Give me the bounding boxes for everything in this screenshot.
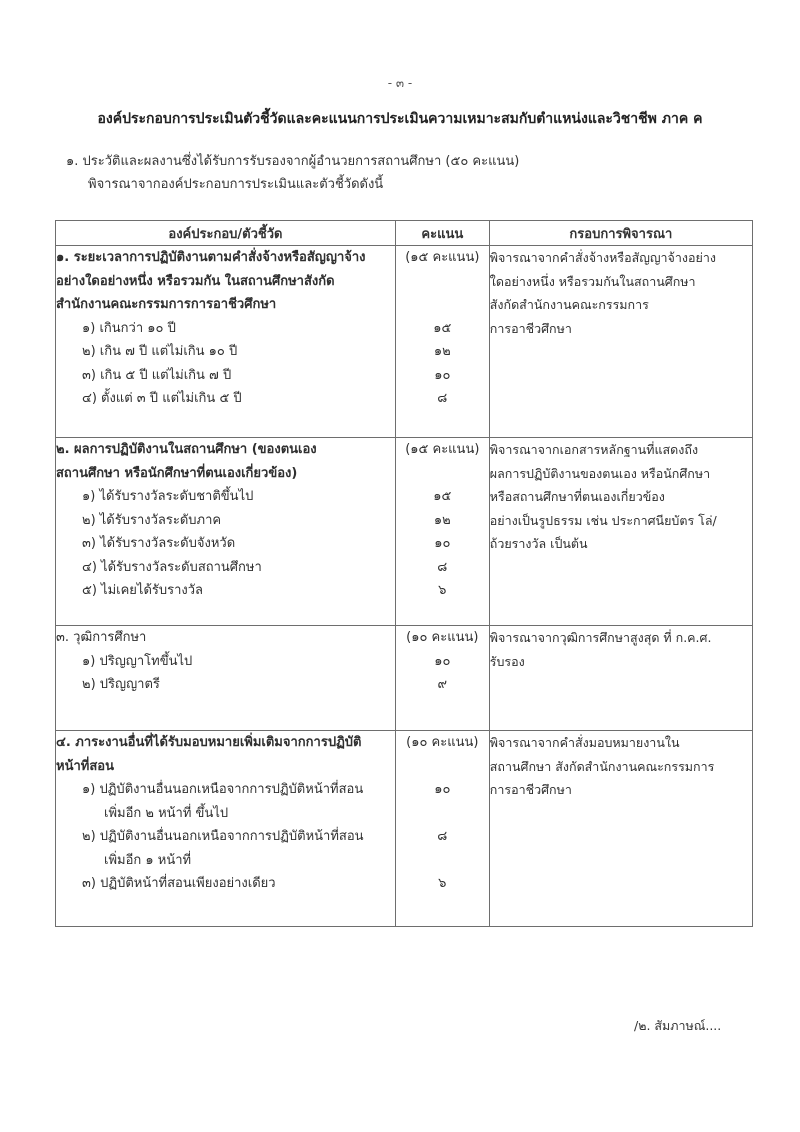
- component-cell: [56, 438, 396, 626]
- criteria-line: พิจารณาจากเอกสารหลักฐานที่แสดงถึง: [489, 442, 699, 457]
- item-score: ๖: [438, 583, 447, 598]
- criteria-line: ผลการปฏิบัติงานของตนเอง หรือนักศึกษา: [489, 465, 711, 481]
- item-score: ๑๐: [434, 782, 451, 797]
- item-label: ๓) ได้รับรางวัลระดับจังหวัด: [82, 536, 236, 551]
- row-total: (๑๐ คะแนน): [406, 735, 479, 750]
- table-row: [56, 246, 753, 438]
- criteria-cell: [489, 626, 752, 731]
- row-heading: สำนักงานคณะกรรมการการอาชีวศึกษา: [56, 297, 277, 312]
- item-score: ๑๒: [433, 344, 451, 359]
- row-heading: ๔. ภาระงานอื่นที่ได้รับมอบหมายเพิ่มเติมจากการปฏิบัติ: [56, 735, 362, 750]
- item-score: ๘: [437, 559, 448, 575]
- criteria-cell: [489, 246, 752, 438]
- criteria-line: สถานศึกษา สังกัดสำนักงานคณะกรรมการ: [489, 758, 715, 774]
- item-label: ๒) ปฏิบัติงานอื่นนอกเหนือจากการปฏิบัติหน้าที่สอน: [82, 829, 364, 844]
- item-score: ๑๐: [434, 653, 451, 669]
- criteria-line: ใดอย่างหนึ่ง หรือรวมกันในสถานศึกษา: [489, 273, 696, 289]
- score-cell: [395, 731, 489, 927]
- score-cell: [395, 438, 489, 626]
- item-label-cont: เพิ่มอีก ๑ หน้าที่: [104, 852, 192, 868]
- item-score: ๘: [437, 391, 448, 406]
- criteria-table: [55, 220, 753, 927]
- criteria-line: ถ้วยรางวัล เป็นต้น: [489, 536, 588, 551]
- item-label: ๓) เกิน ๕ ปี แต่ไม่เกิน ๗ ปี: [82, 367, 232, 383]
- table-row: [56, 626, 753, 731]
- item-label: ๓) ปฏิบัติหน้าที่สอนเพียงอย่างเดียว: [82, 876, 276, 891]
- continuation-footer: /๒. สัมภาษณ์....: [634, 1018, 722, 1033]
- document-title: องค์ประกอบการประเมินตัวชี้วัดและคะแนนการประเมินความเหมาะสมกับตำแหน่งและวิชาชีพ ภาค ค: [97, 111, 703, 127]
- intro-line-1: ๑. ประวัติและผลงานซึ่งได้รับการรับรองจากผู้อำนวยการสถานศึกษา (๕๐ คะแนน): [66, 154, 520, 169]
- criteria-cell: [489, 438, 752, 626]
- criteria-line: พิจารณาจากคำสั่งจ้างหรือสัญญาจ้างอย่าง: [489, 250, 716, 265]
- criteria-line: รับรอง: [489, 653, 525, 669]
- item-score: ๑๕: [433, 489, 452, 504]
- item-score: ๑๕: [433, 320, 452, 336]
- page-number: - ๓ -: [387, 76, 413, 90]
- item-label: ๕) ไม่เคยได้รับรางวัล: [82, 583, 204, 598]
- row-total: (๑๕ คะแนน): [405, 250, 480, 265]
- criteria-line: สังกัดสำนักงานคณะกรรมการ: [489, 297, 649, 312]
- item-score: ๙: [437, 677, 448, 692]
- item-label: ๑) ปฏิบัติงานอื่นนอกเหนือจากการปฏิบัติหน้าที่สอน: [82, 782, 364, 797]
- item-label: ๒) เกิน ๗ ปี แต่ไม่เกิน ๑๐ ปี: [82, 344, 238, 359]
- component-cell: [56, 731, 396, 927]
- criteria-line: อย่างเป็นรูปธรรม เช่น ประกาศนียบัตร โล่/: [489, 512, 717, 528]
- row-heading: ๓. วุฒิการศึกษา: [56, 630, 147, 645]
- table-header-row: [56, 221, 753, 246]
- component-cell: [56, 246, 396, 438]
- item-score: ๘: [437, 829, 448, 844]
- item-label: ๑) ได้รับรางวัลระดับชาติขึ้นไป: [82, 489, 254, 504]
- row-total: (๑๕ คะแนน): [405, 442, 480, 457]
- criteria-cell: [489, 731, 752, 927]
- intro-line-2: พิจารณาจากองค์ประกอบการประเมินและตัวชี้วัดดังนี้: [88, 177, 384, 192]
- row-heading: ๒. ผลการปฏิบัติงานในสถานศึกษา (ของตนเอง: [56, 442, 317, 457]
- table-row: [56, 438, 753, 626]
- item-label: ๑) ปริญญาโทขึ้นไป: [82, 653, 193, 669]
- header-criteria: กรอบการพิจารณา: [489, 221, 752, 246]
- item-score: ๑๒: [433, 512, 451, 528]
- criteria-line: พิจารณาจากคำสั่งมอบหมายงานใน: [489, 735, 680, 750]
- item-label: ๑) เกินกว่า ๑๐ ปี: [82, 320, 176, 336]
- criteria-line: การอาชีวศึกษา: [489, 782, 572, 797]
- row-heading: อย่างใดอย่างหนึ่ง หรือรวมกัน ในสถานศึกษาสังกัด: [56, 273, 335, 289]
- row-heading: ๑. ระยะเวลาการปฏิบัติงานตามคำสั่งจ้างหรือสัญญาจ้าง: [56, 250, 366, 265]
- item-score: ๖: [438, 876, 447, 891]
- criteria-line: การอาชีวศึกษา: [489, 320, 572, 336]
- intro-section: [66, 150, 519, 196]
- criteria-line: พิจารณาจากวุฒิการศึกษาสูงสุด ที่ ก.ค.ศ.: [489, 630, 712, 645]
- item-score: ๑๐: [434, 536, 451, 551]
- component-cell: [56, 626, 396, 731]
- item-label: ๒) ได้รับรางวัลระดับภาค: [82, 512, 222, 528]
- item-label: ๔) ได้รับรางวัลระดับสถานศึกษา: [82, 559, 262, 575]
- score-cell: [395, 246, 489, 438]
- item-score: ๑๐: [434, 367, 451, 383]
- row-heading: สถานศึกษา หรือนักศึกษาที่ตนเองเกี่ยวข้อง): [56, 465, 298, 481]
- header-component: องค์ประกอบ/ตัวชี้วัด: [56, 221, 396, 246]
- item-label: ๔) ตั้งแต่ ๓ ปี แต่ไม่เกิน ๕ ปี: [82, 391, 242, 406]
- row-total: (๑๐ คะแนน): [406, 630, 479, 645]
- item-label: ๒) ปริญญาตรี: [82, 677, 160, 692]
- criteria-line: หรือสถานศึกษาที่ตนเองเกี่ยวข้อง: [489, 489, 665, 504]
- table-row: [56, 731, 753, 927]
- score-cell: [395, 626, 489, 731]
- item-label-cont: เพิ่มอีก ๒ หน้าที่ ขึ้นไป: [104, 805, 229, 821]
- header-score: คะแนน: [395, 221, 489, 246]
- row-heading: หน้าที่สอน: [56, 758, 114, 774]
